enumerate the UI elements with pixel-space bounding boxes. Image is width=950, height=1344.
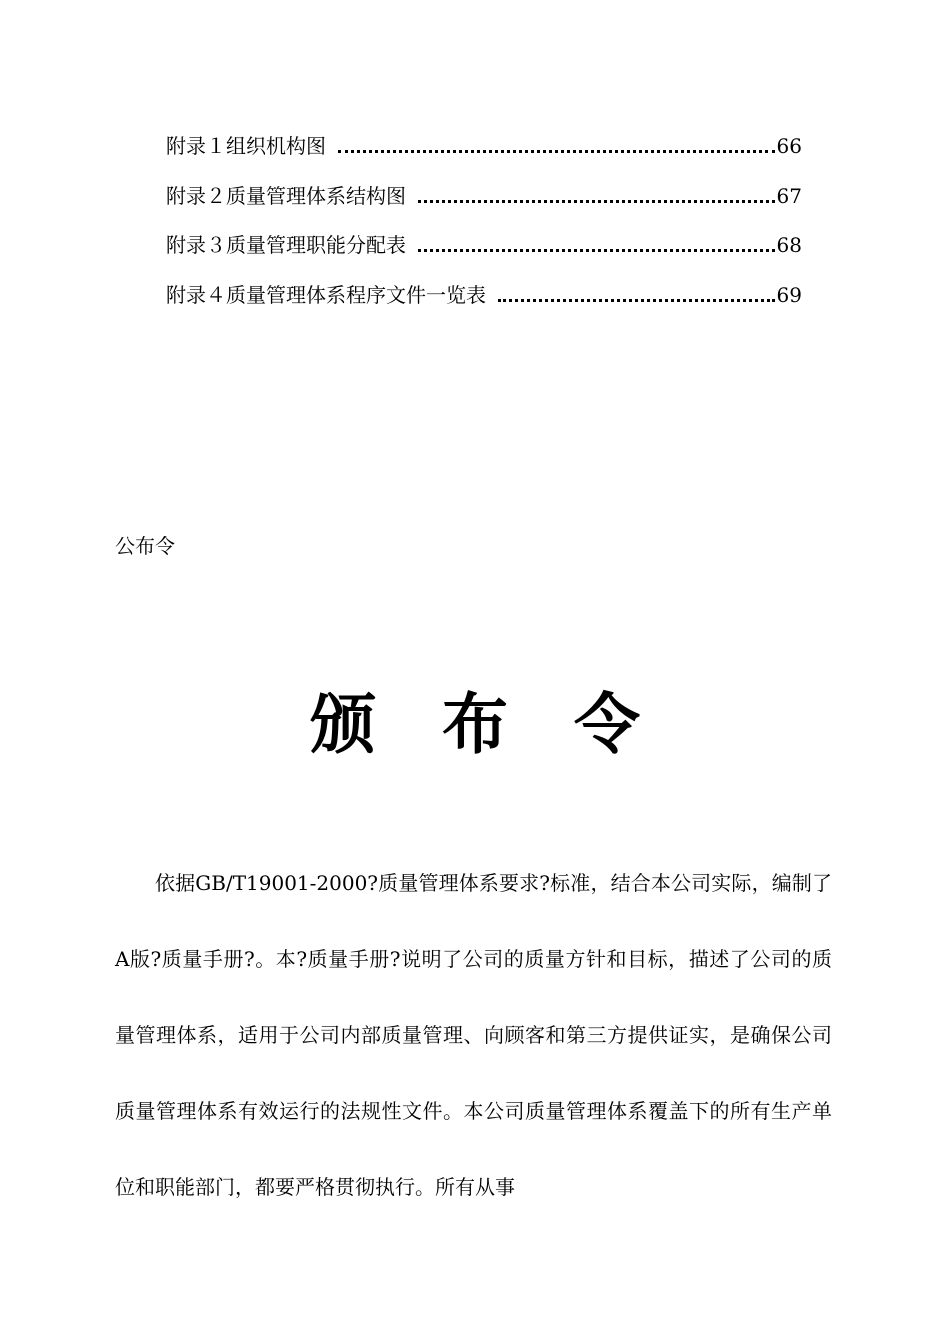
section-label: 公布令 xyxy=(115,534,175,558)
table-of-contents xyxy=(166,130,802,328)
toc-entry[interactable] xyxy=(166,130,802,180)
toc-entry[interactable] xyxy=(166,229,802,279)
toc-entry-page: 69 xyxy=(776,282,802,307)
toc-entry-label: 附录１组织机构图 xyxy=(166,134,326,158)
toc-leader-dots xyxy=(498,299,775,302)
toc-entry-label: 附录４质量管理体系程序文件一览表 xyxy=(166,282,486,307)
title-char: 令 xyxy=(574,685,640,763)
toc-entry[interactable] xyxy=(166,180,802,230)
toc-leader-dots xyxy=(338,150,775,153)
toc-entry-label: 附录３质量管理职能分配表 xyxy=(166,233,406,257)
toc-leader-dots xyxy=(418,249,775,252)
toc-entry[interactable] xyxy=(166,279,802,329)
title-char: 布 xyxy=(442,685,508,763)
page-title xyxy=(0,676,950,772)
toc-leader-dots xyxy=(418,200,775,203)
toc-entry-page: 68 xyxy=(776,233,802,257)
title-char: 颁 xyxy=(310,685,376,763)
toc-entry-label: 附录２质量管理体系结构图 xyxy=(166,183,406,208)
toc-entry-page: 66 xyxy=(776,134,802,158)
body-paragraph: 依据GB/T19001-2000?质量管理体系要求?标准，结合本公司实际，编制了A版?质量手册?。本?质量手册?说明了公司的质量方针和目标，描述了公司的质量管理体系，适用于公司内部质量管理、向顾客和第三方提供证实，是确保公司质量管理体系有效运行的法规性文件。本公司质量管理体系覆盖下的所有生产单位和职能部门，都要严格贯彻执行。所有从事 xyxy=(115,871,832,1199)
toc-entry-page: 67 xyxy=(776,183,802,208)
